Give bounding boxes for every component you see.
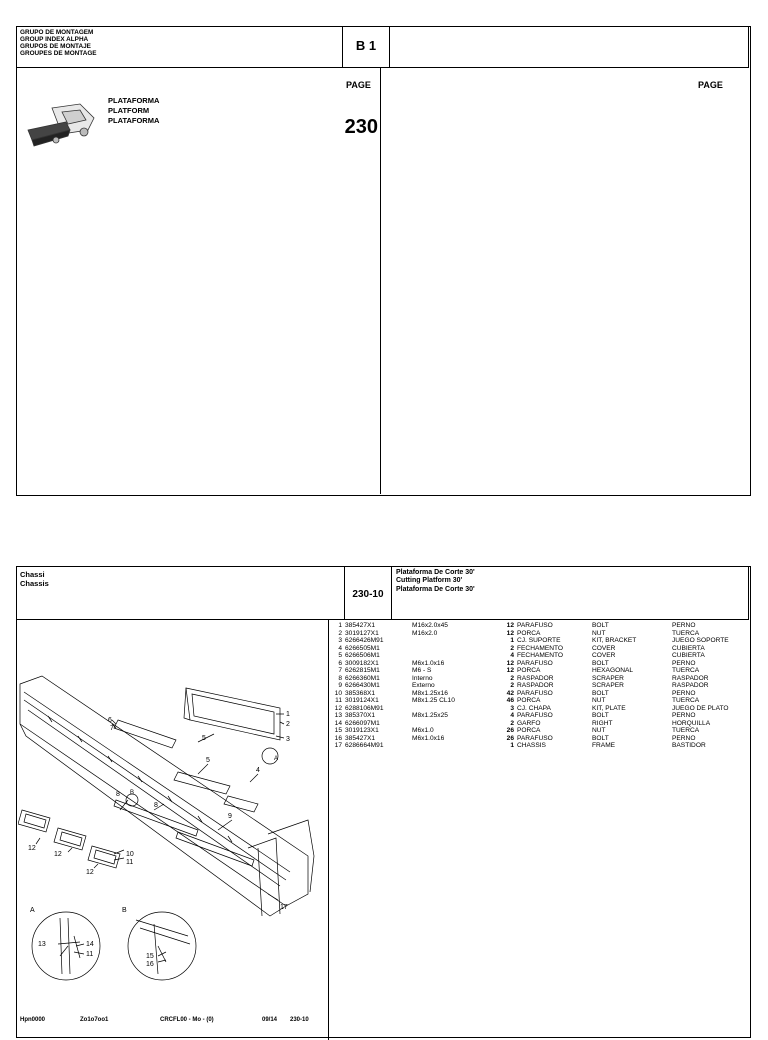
desc-line: Cutting Platform 30' <box>396 577 463 585</box>
callout-14: 14 <box>86 941 94 948</box>
callout-4: 4 <box>256 767 260 774</box>
callout-11: 11 <box>86 951 94 958</box>
detail-label-b: B <box>122 907 127 914</box>
title-line: Chassi <box>20 570 45 579</box>
callout-17: 17 <box>280 904 288 911</box>
callout-5: 5 <box>206 757 210 764</box>
chassis-title-cell <box>16 566 345 620</box>
parts-row: 14 6266097M1 2 GARFO RIGHT HORQUILLA <box>334 719 711 727</box>
platform-thumbnail-icon <box>22 100 102 154</box>
parts-row: 11 3019124X1 M8x1.25 CL10 46 PORCA NUT TUERCA <box>335 697 700 704</box>
callout-13: 13 <box>38 941 46 948</box>
callout-9: 9 <box>228 813 232 820</box>
parts-row: 12 6288106M91 3 CJ. CHAPA KIT, PLATE JUEGO DE PLATO <box>334 704 729 712</box>
page-label-right: PAGE <box>698 80 723 90</box>
group-line: GRUPO DE MONTAGEM <box>20 29 94 36</box>
frame-end <box>268 820 314 892</box>
callout-3: 3 <box>286 736 290 743</box>
assembly-line: PLATAFORMA <box>108 96 160 105</box>
footer-ref-3: CRCFL00 - Mo - (0) <box>160 1017 214 1023</box>
platform-description <box>396 569 475 594</box>
callout-2: 2 <box>286 721 290 728</box>
parts-row: 3 6266426M91 1 CJ. SUPORTE KIT, BRACKET JUEGO SOPORTE <box>338 637 729 644</box>
parts-row: 10 385368X1 M8x1.25x16 42 PARAFUSO BOLT PERNO <box>334 689 696 697</box>
callout-12: 12 <box>54 851 62 858</box>
callout-15: 15 <box>146 953 154 960</box>
group-line: GRUPOS DE MONTAJE <box>20 43 91 50</box>
footer-date: 09/14 <box>262 1017 278 1023</box>
callout-5: 5 <box>202 735 206 742</box>
parts-row: 1 385427X1 M16x2.0x45 12 PARAFUSO BOLT PERNO <box>338 622 696 629</box>
plate-12a <box>18 810 50 832</box>
parts-row: 5 6266506M1 4 FECHAMENTO COVER CUBIERTA <box>338 652 705 659</box>
parts-row: 4 6266505M1 2 FECHAMENTO COVER CUBIERTA <box>338 644 705 652</box>
callout-11: 11 <box>126 859 134 866</box>
parts-row: 2 3019127X1 M16x2.0 12 PORCA NUT TUERCA <box>338 629 700 637</box>
desc-line: Plataforma De Corte 30' <box>396 585 475 593</box>
cover-5a <box>114 720 176 748</box>
footer-ref-1: Hpn0000 <box>20 1017 46 1023</box>
callout-10: 10 <box>126 851 134 858</box>
parts-row: 13 385370X1 M8x1.25x25 4 PARAFUSO BOLT PERNO <box>334 712 696 719</box>
detail-marker-b: B <box>130 790 135 796</box>
column-divider <box>380 68 381 494</box>
parts-row: 7 6262815M1 M6 - S 12 PORCA HEXAGONAL TUERCA <box>338 667 700 674</box>
desc-line: Plataforma De Corte 30' <box>396 569 475 576</box>
callout-16: 16 <box>146 961 154 968</box>
parts-row: 6 3009182X1 M6x1.0x16 12 PARAFUSO BOLT PERNO <box>338 659 696 667</box>
title-line: Chassis <box>20 579 49 588</box>
plate-12c <box>88 846 120 868</box>
parts-list <box>330 622 748 750</box>
scraper-9 <box>176 832 254 866</box>
frame-beam-top <box>24 692 290 886</box>
callout-7: 7 <box>110 725 114 732</box>
callout-12: 12 <box>28 845 36 852</box>
cover-4 <box>224 796 258 812</box>
plate-12b <box>54 828 86 850</box>
parts-row: 15 3019123X1 M6x1.0 26 PORCA NUT TUERCA <box>334 727 700 734</box>
column-divider <box>328 620 329 1040</box>
callout-8: 8 <box>116 791 120 798</box>
assembly-title-lines <box>108 96 159 126</box>
right-header-cell <box>389 26 749 68</box>
callout-12: 12 <box>86 869 94 876</box>
footer-ref-2: Zo1o7oo1 <box>80 1017 109 1023</box>
detail-marker-a: A <box>274 756 279 762</box>
footer-page: 230-10 <box>290 1017 309 1023</box>
callout-8: 8 <box>154 802 158 809</box>
detail-circle-b <box>128 912 196 980</box>
page-label-left: PAGE <box>346 80 371 90</box>
detail-label-a: A <box>30 907 35 914</box>
group-line: GROUP INDEX ALPHA <box>20 36 89 43</box>
assembly-line: PLATFORM <box>108 106 150 115</box>
parts-row: 9 6266430M1 Externo 2 RASPADOR SCRAPER RASPADOR <box>338 682 709 689</box>
assembly-line: PLATAFORMA <box>108 116 160 125</box>
parts-row: 16 385427X1 M6x1.0x16 26 PARAFUSO BOLT PERNO <box>334 734 696 742</box>
group-code: 230-10 <box>352 589 384 600</box>
page-number[interactable]: 230 <box>344 116 378 138</box>
frame-outline <box>20 676 308 906</box>
parts-row: 8 6266360M1 Interno 2 RASPADOR SCRAPER RASPADOR <box>338 674 709 682</box>
callout-6: 6 <box>108 717 112 724</box>
callout-1: 1 <box>286 711 290 718</box>
chassis-exploded-diagram <box>18 624 326 1016</box>
chassis-title <box>20 570 49 588</box>
parts-row: 17 6286664M91 1 CHASSIS FRAME BASTIDOR <box>334 742 706 749</box>
group-line: GROUPES DE MONTAGE <box>20 50 97 57</box>
group-title-lines <box>20 29 97 57</box>
section-code: B 1 <box>355 38 377 53</box>
cover-5b <box>174 772 230 794</box>
